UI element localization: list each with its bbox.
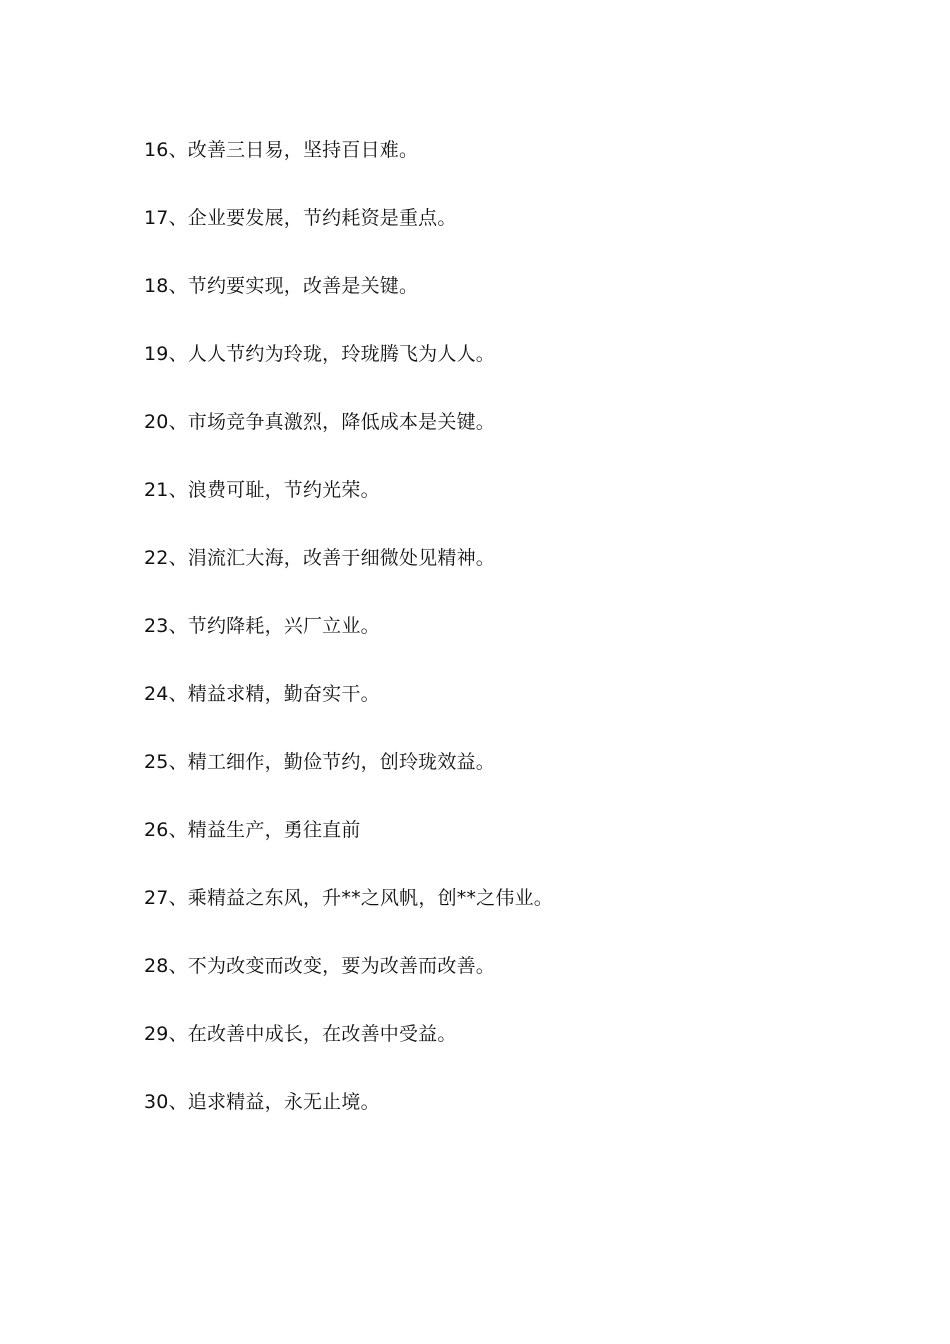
list-item: 16、改善三日易，坚持百日难。 — [144, 139, 419, 161]
list-item: 24、精益求精，勤奋实干。 — [144, 683, 380, 705]
list-item: 28、不为改变而改变，要为改善而改善。 — [144, 955, 495, 977]
list-item: 25、精工细作，勤俭节约，创玲珑效益。 — [144, 751, 495, 773]
list-item: 19、人人节约为玲珑，玲珑腾飞为人人。 — [144, 343, 495, 365]
list-item: 17、企业要发展，节约耗资是重点。 — [144, 207, 457, 229]
list-item: 21、浪费可耻，节约光荣。 — [144, 479, 380, 501]
list-item: 20、市场竞争真激烈，降低成本是关键。 — [144, 411, 495, 433]
list-item: 23、节约降耗，兴厂立业。 — [144, 615, 380, 637]
list-item: 30、追求精益，永无止境。 — [144, 1091, 380, 1113]
list-item: 22、涓流汇大海，改善于细微处见精神。 — [144, 547, 495, 569]
list-item: 18、节约要实现，改善是关键。 — [144, 275, 419, 297]
slogan-list — [144, 135, 553, 1155]
list-item: 27、乘精益之东风，升**之风帆，创**之伟业。 — [144, 887, 553, 909]
list-item: 29、在改善中成长，在改善中受益。 — [144, 1023, 457, 1045]
list-item: 26、精益生产，勇往直前 — [144, 819, 361, 841]
